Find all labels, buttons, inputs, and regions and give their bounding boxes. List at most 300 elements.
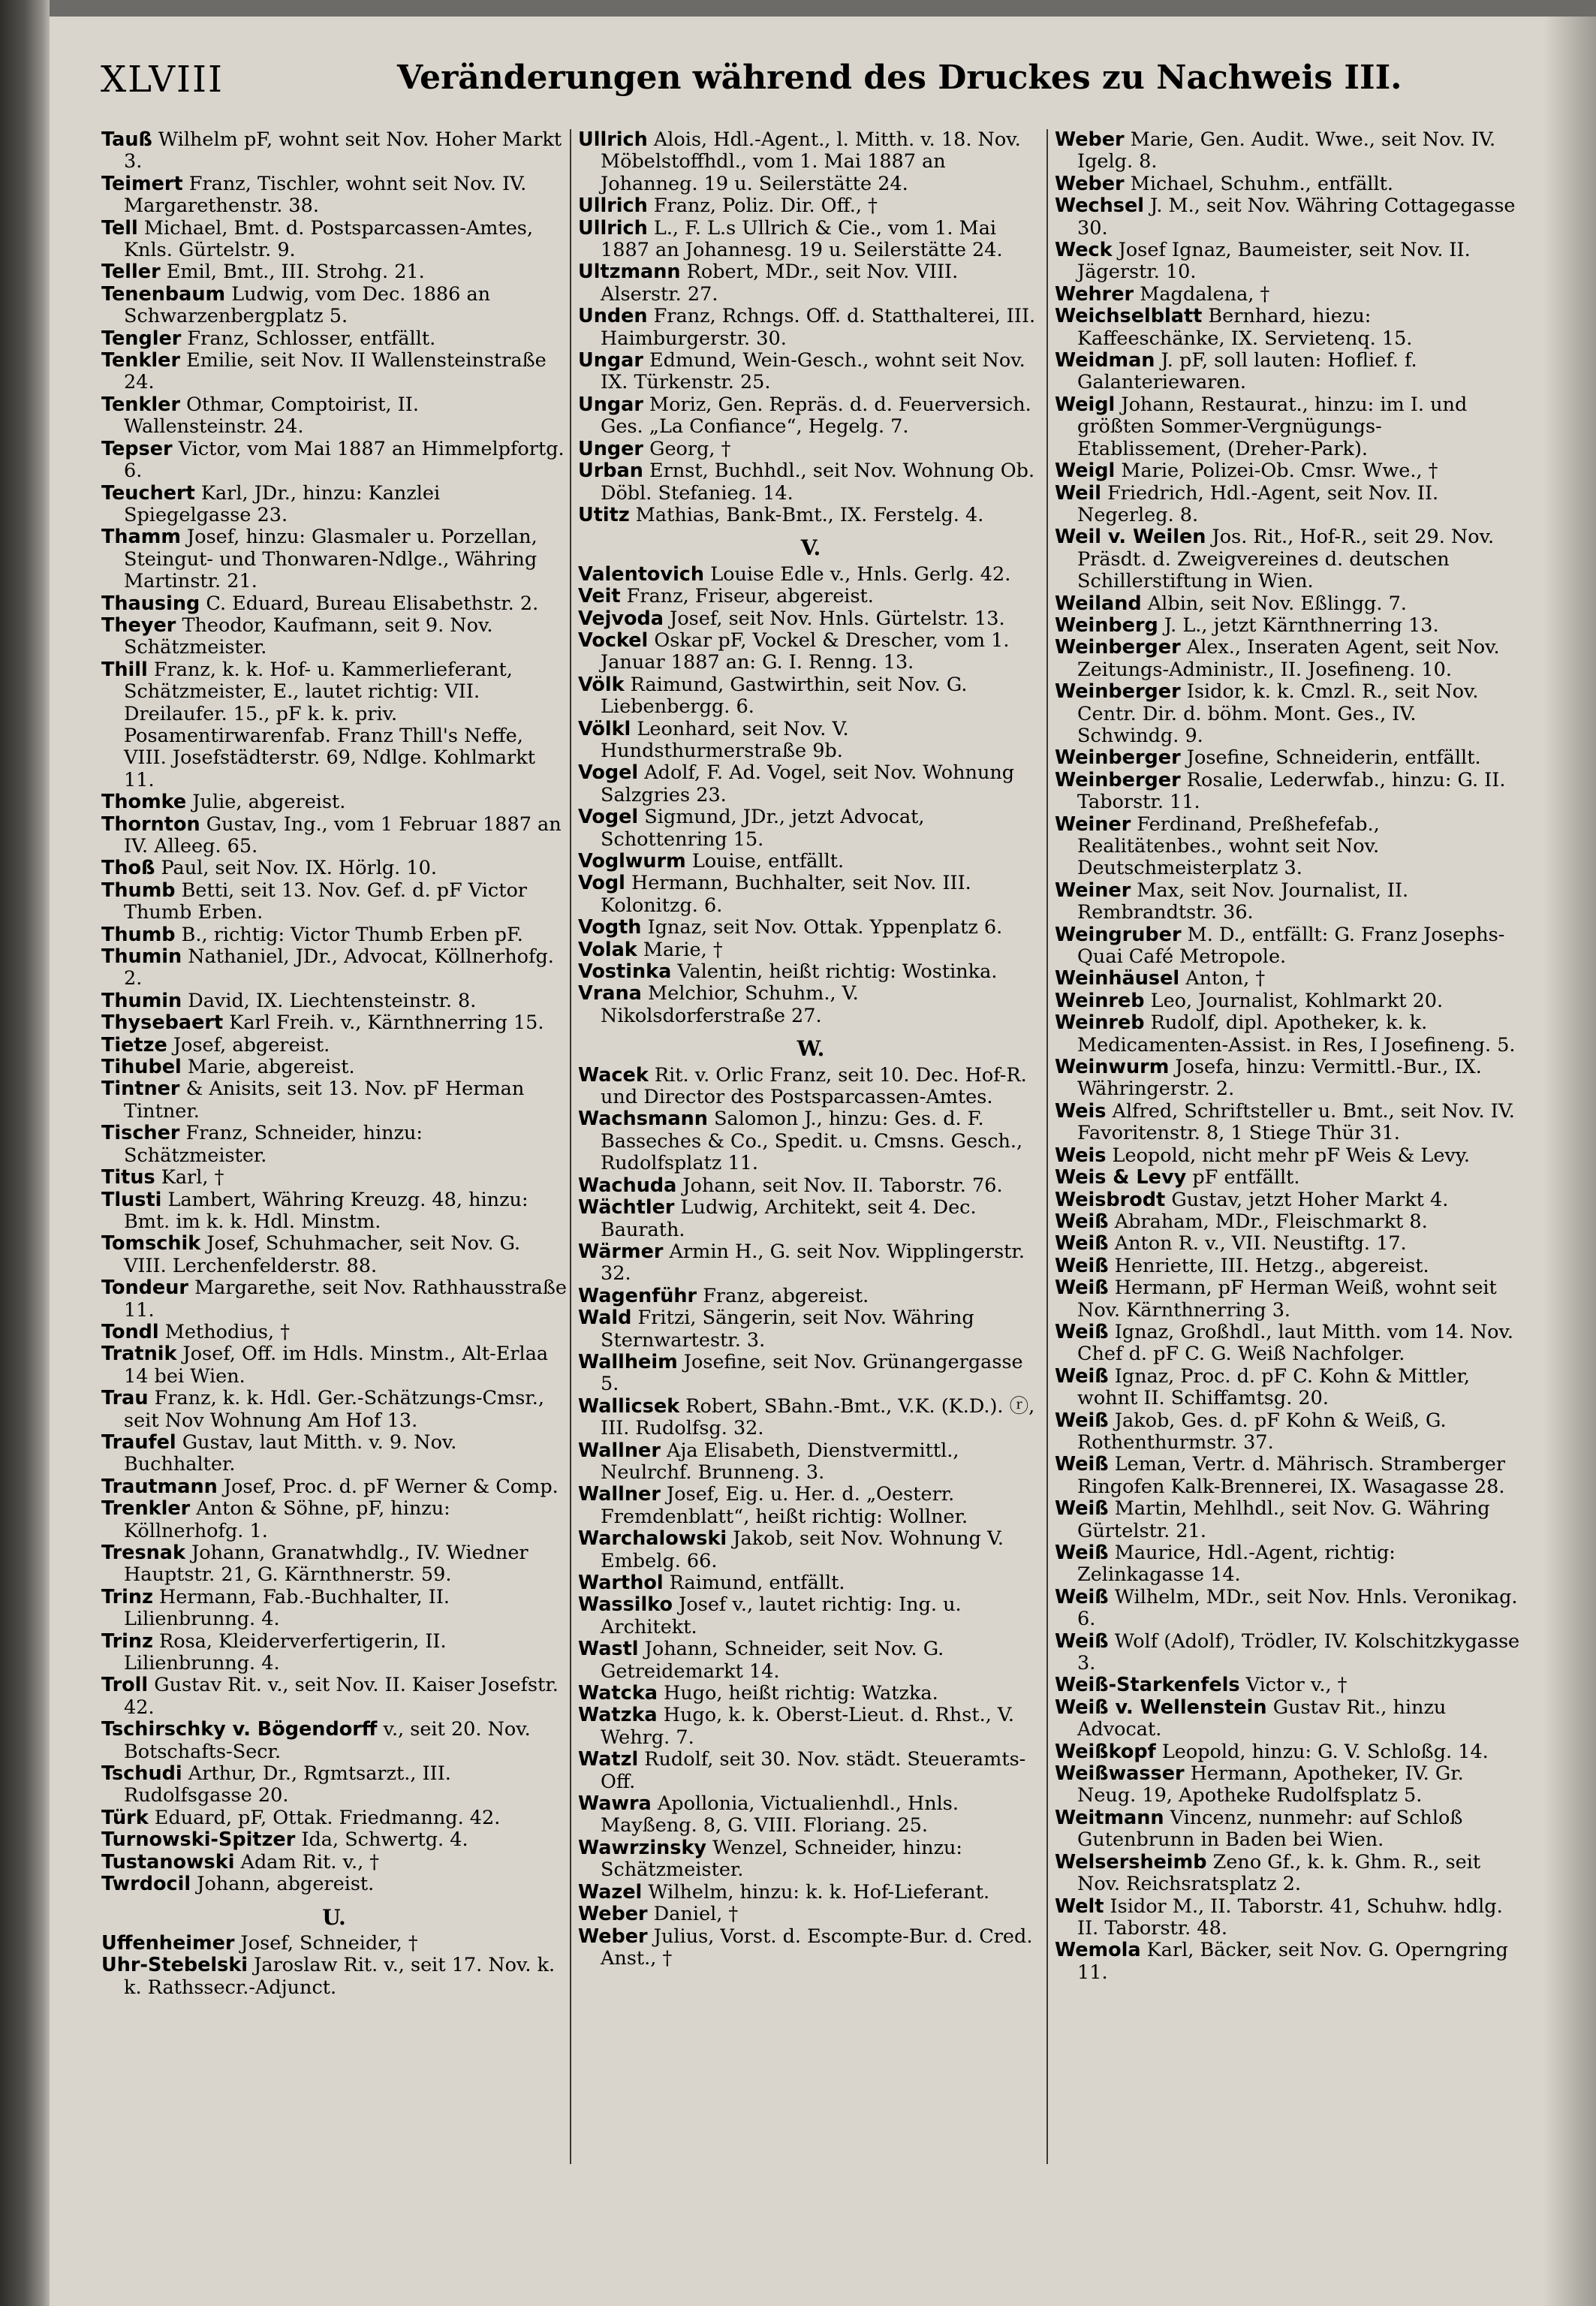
directory-entry — [1055, 681, 1520, 747]
entry-surname: Weil v. Weilen — [1055, 526, 1206, 549]
entry-details: Marie, Gen. Audit. Wwe., seit Nov. IV. Igelg. 8. — [1077, 128, 1496, 173]
entry-surname: Wärmer — [578, 1240, 664, 1263]
entry-details: Franz, abgereist. — [697, 1284, 869, 1307]
entry-surname: Teuchert — [101, 481, 195, 505]
directory-entry — [101, 990, 567, 1012]
entry-details: Eduard, pF, Ottak. Friedmanng. 42. — [148, 1806, 501, 1829]
section-letter: U. — [322, 1904, 346, 1930]
entry-details: Robert, SBahn.-Bmt., V.K. (K.D.). ⓡ, III. Rudolfsg. 32. — [601, 1394, 1035, 1440]
entry-details: Albin, seit Nov. Eßlingg. 7. — [1141, 592, 1407, 615]
directory-entry — [101, 1852, 567, 1873]
directory-entry — [578, 505, 1043, 526]
entry-surname: Welt — [1055, 1895, 1104, 1918]
entry-surname: Weber — [578, 1903, 648, 1926]
directory-entry — [101, 1829, 567, 1851]
entry-surname: Uhr-Stebelski — [101, 1954, 248, 1977]
entry-details: Franz, Schneider, hinzu: Schätzmeister. — [124, 1122, 423, 1167]
directory-entry — [1055, 394, 1520, 460]
directory-entry — [1055, 460, 1520, 482]
directory-entry — [1055, 1587, 1520, 1631]
entry-surname: Weisbrodt — [1055, 1188, 1166, 1211]
directory-entry — [1055, 195, 1520, 240]
directory-entry — [1055, 173, 1520, 195]
entry-details: J. pF, soll lauten: Hoflief. f. Galanteriewaren. — [1077, 349, 1417, 394]
entry-details: Wenzel, Schneider, hinzu: Schätzmeister. — [601, 1836, 963, 1882]
entry-surname: Wald — [578, 1307, 632, 1330]
entry-details: Karl, Bäcker, seit Nov. G. Operngring 11. — [1077, 1939, 1508, 1984]
directory-entry — [101, 526, 567, 592]
entry-details: Adolf, F. Ad. Vogel, seit Nov. Wohnung Salzgries 23. — [601, 761, 1015, 806]
entry-surname: Weinberg — [1055, 613, 1158, 637]
entry-surname: Weiß — [1055, 1409, 1109, 1432]
section-letter: V. — [800, 535, 821, 561]
directory-entry — [101, 1123, 567, 1167]
entry-surname: Weinwurm — [1055, 1056, 1170, 1079]
entry-surname: Voglwurm — [578, 850, 686, 873]
entry-surname: Vogel — [578, 806, 639, 829]
entry-surname: Tihubel — [101, 1056, 182, 1079]
entry-surname: Thausing — [101, 592, 200, 615]
directory-entry — [101, 439, 567, 483]
directory-entry — [1055, 968, 1520, 990]
entry-details: Karl, JDr., hinzu: Kanzlei Spiegelgasse 23. — [124, 481, 441, 526]
directory-entry — [578, 1241, 1043, 1286]
entry-surname: Weiß — [1055, 1542, 1109, 1564]
entry-details: Marie, Polizei-Ob. Cmsr. Wwe., † — [1115, 460, 1438, 483]
directory-entry — [101, 218, 567, 262]
entry-surname: Weißwasser — [1055, 1762, 1185, 1786]
entry-details: Leopold, nicht mehr pF Weis & Levy. — [1106, 1144, 1470, 1167]
directory-entry — [1055, 1410, 1520, 1454]
entry-surname: Völkl — [578, 717, 631, 740]
directory-entry — [1055, 306, 1520, 350]
entry-surname: Weinreb — [1055, 1011, 1145, 1035]
entry-details: Hermann, Buchhalter, seit Nov. III. Kolonitzg. 6. — [601, 872, 971, 917]
directory-entry — [101, 350, 567, 394]
column-1 — [101, 129, 567, 1999]
entry-surname: Wallner — [578, 1483, 661, 1506]
directory-entry — [101, 1807, 567, 1829]
directory-entry — [101, 1933, 567, 1955]
directory-entry — [1055, 1542, 1520, 1587]
directory-entry — [1055, 1454, 1520, 1498]
directory-entry — [1055, 1852, 1520, 1896]
directory-entry — [578, 1705, 1043, 1749]
entry-surname: Titus — [101, 1166, 155, 1189]
entry-details: Henriette, III. Hetzg., abgereist. — [1108, 1254, 1429, 1277]
directory-entry — [578, 1528, 1043, 1572]
entry-details: Rit. v. Orlic Franz, seit 10. Dec. Hof-R. und Director des Postsparcassen-Amtes. — [601, 1063, 1027, 1109]
section-letter: W. — [796, 1036, 825, 1062]
entry-details: L., F. L.s Ullrich & Cie., vom 1. Mai 1887 an Johannesg. 19 u. Seilerstätte 24. — [601, 216, 1003, 262]
entry-details: Franz, Schlosser, entfällt. — [181, 327, 436, 350]
directory-entry — [578, 762, 1043, 806]
entry-surname: Weiß — [1055, 1210, 1109, 1233]
directory-entry — [101, 173, 567, 218]
entry-details: Robert, MDr., seit Nov. VIII. Alserstr. 27. — [601, 261, 959, 306]
directory-entry — [578, 1904, 1043, 1925]
directory-entry — [101, 1057, 567, 1078]
entry-details: Marie, abgereist. — [181, 1056, 355, 1079]
directory-entry — [101, 284, 567, 328]
entry-surname: Tratnik — [101, 1343, 177, 1366]
column-2 — [578, 129, 1043, 1970]
entry-surname: Weiß v. Wellenstein — [1055, 1696, 1267, 1719]
entry-details: Marie, † — [637, 938, 723, 961]
entry-surname: Ullrich — [578, 128, 648, 151]
entry-surname: Weis — [1055, 1099, 1107, 1123]
directory-entry — [1055, 1057, 1520, 1101]
directory-entry — [578, 983, 1043, 1027]
directory-entry — [1055, 1366, 1520, 1410]
entry-details: Salomon J., hinzu: Ges. d. F. Basseches & Co., Spedit. u. Cmsns. Gesch., Rudolfsplatz 11. — [601, 1108, 1023, 1175]
entry-details: C. Eduard, Bureau Elisabethstr. 2. — [200, 592, 539, 615]
entry-surname: Weiß — [1055, 1254, 1109, 1277]
entry-surname: Wehrer — [1055, 282, 1134, 306]
entry-surname: Weil — [1055, 481, 1101, 505]
entry-surname: Thumb — [101, 879, 176, 902]
entry-details: Josef, Proc. d. pF Werner & Comp. — [217, 1475, 559, 1498]
entry-surname: Tschudi — [101, 1762, 182, 1786]
directory-entry — [1055, 1807, 1520, 1852]
directory-entry — [578, 873, 1043, 917]
entry-details: Oskar pF, Vockel & Drescher, vom 1. Januar 1887 an: G. I. Renng. 13. — [601, 628, 1010, 674]
entry-surname: Weinhäusel — [1055, 967, 1180, 990]
directory-entry — [578, 1396, 1043, 1440]
entry-details: Anton, † — [1179, 967, 1266, 990]
entry-details: Fritzi, Sängerin, seit Nov. Währing Sternwartestr. 3. — [601, 1307, 974, 1352]
directory-entry — [1055, 1322, 1520, 1366]
entry-surname: Watzka — [578, 1704, 658, 1727]
entry-surname: Weiß — [1055, 1453, 1109, 1476]
entry-details: Bernhard, hiezu: Kaffeeschänke, IX. Servietenq. 15. — [1077, 305, 1413, 350]
directory-entry — [1055, 129, 1520, 173]
entry-surname: Wachuda — [578, 1174, 677, 1197]
entry-surname: Wastl — [578, 1638, 639, 1661]
entry-surname: Thamm — [101, 526, 181, 549]
entry-details: Gustav, Ing., vom 1 Februar 1887 an IV. Alleeg. 65. — [124, 812, 562, 858]
directory-entry — [101, 1233, 567, 1277]
directory-entry — [578, 394, 1043, 439]
entry-details: B., richtig: Victor Thumb Erben pF. — [175, 923, 523, 946]
entry-surname: Wachsmann — [578, 1108, 708, 1131]
entry-details: Johann, Granatwhdlg., IV. Wiedner Hauptstr. 21, G. Kärnthnerstr. 59. — [124, 1542, 528, 1587]
entry-surname: Watzl — [578, 1748, 639, 1771]
entry-details: Josefa, hinzu: Vermittl.-Bur., IX. Währingerstr. 2. — [1077, 1056, 1482, 1101]
directory-entry — [578, 460, 1043, 505]
directory-entry — [1055, 1145, 1520, 1167]
entry-surname: Weiner — [1055, 812, 1131, 836]
entry-details: Gustav Rit. v., seit Nov. II. Kaiser Josefstr. 42. — [124, 1674, 559, 1719]
directory-entry — [1055, 814, 1520, 880]
entry-surname: Trinz — [101, 1629, 153, 1653]
directory-entry — [578, 1882, 1043, 1904]
entry-surname: Wallner — [578, 1439, 661, 1462]
entry-surname: Weiß — [1055, 1232, 1109, 1255]
directory-entry — [1055, 1012, 1520, 1057]
entry-details: J. L., jetzt Kärnthnerring 13. — [1158, 613, 1439, 637]
directory-entry — [578, 1484, 1043, 1528]
directory-entry — [578, 586, 1043, 607]
directory-entry — [101, 394, 567, 439]
entry-details: Wilhelm, MDr., seit Nov. Hnls. Veronikag. 6. — [1077, 1585, 1518, 1631]
entry-surname: Troll — [101, 1674, 149, 1697]
entry-details: Wilhelm, hinzu: k. k. Hof-Lieferant. — [642, 1880, 990, 1904]
directory-entry — [578, 439, 1043, 460]
directory-entry — [1055, 240, 1520, 284]
entry-details: Alfred, Schriftsteller u. Bmt., seit Nov. IV. Favoritenstr. 8, 1 Stiege Thür 31. — [1077, 1099, 1515, 1145]
entry-details: Julius, Vorst. d. Escompte-Bur. d. Cred. Anst., † — [601, 1925, 1033, 1970]
directory-entry — [101, 1322, 567, 1343]
entry-details: Maurice, Hdl.-Agent, richtig: Zelinkagasse 14. — [1077, 1542, 1396, 1587]
entry-surname: Tresnak — [101, 1542, 185, 1564]
directory-entry — [1055, 1101, 1520, 1145]
entry-details: Friedrich, Hdl.-Agent, seit Nov. II. Negerleg. 8. — [1077, 481, 1439, 526]
entry-details: Magdalena, † — [1134, 282, 1270, 306]
directory-entry — [101, 1388, 567, 1432]
entry-surname: Tischer — [101, 1122, 180, 1145]
entry-details: Johann, seit Nov. II. Taborstr. 76. — [676, 1174, 1003, 1197]
entry-surname: Wawra — [578, 1792, 652, 1816]
directory-entry — [101, 261, 567, 283]
directory-entry — [578, 917, 1043, 939]
entry-surname: Twrdocil — [101, 1873, 191, 1896]
entry-surname: Wächtler — [578, 1196, 675, 1219]
entry-surname: Vogl — [578, 872, 625, 895]
entry-details: Jakob, Ges. d. pF Kohn & Weiß, G. Rothenthurmstr. 37. — [1077, 1409, 1447, 1454]
directory-entry — [101, 1078, 567, 1123]
entry-details: Anton & Söhne, pF, hinzu: Köllnerhofg. 1. — [124, 1497, 450, 1542]
entry-details: Hugo, k. k. Oberst-Lieut. d. Rhst., V. Wehrg. 7. — [601, 1704, 1014, 1749]
entry-surname: Veit — [578, 585, 621, 608]
directory-entry — [101, 1277, 567, 1322]
entry-details: Josef, Eig. u. Her. d. „Oesterr. Fremdenblatt“, heißt richtig: Wollner. — [601, 1483, 968, 1528]
entry-details: Ferdinand, Preßhefefab., Realitätenbes., wohnt seit Nov. Deutschmeisterplatz 3. — [1077, 812, 1380, 880]
directory-entry — [1055, 1940, 1520, 1984]
directory-entry — [101, 791, 567, 813]
entry-surname: Tschirschky v. Bögendorff — [101, 1718, 378, 1741]
directory-entry — [578, 1594, 1043, 1638]
entry-details: Josef v., lautet richtig: Ing. u. Architekt. — [601, 1593, 962, 1638]
directory-entry — [101, 924, 567, 946]
entry-details: Gustav, jetzt Hoher Markt 4. — [1165, 1188, 1449, 1211]
entry-details: Paul, seit Nov. IX. Hörlg. 10. — [155, 857, 437, 880]
directory-entry — [578, 674, 1043, 719]
entry-surname: Weiß — [1055, 1497, 1109, 1521]
entry-details: Isidor, k. k. Cmzl. R., seit Nov. Centr. Dir. d. böhm. Mont. Ges., IV. Schwindg. 9. — [1077, 680, 1479, 747]
entry-surname: Welsersheimb — [1055, 1850, 1207, 1873]
entry-surname: Vogth — [578, 916, 642, 939]
page-edge-shadow — [1543, 17, 1596, 2306]
entry-details: Leo, Journalist, Kohlmarkt 20. — [1144, 989, 1444, 1012]
directory-entry — [1055, 1697, 1520, 1741]
entry-details: Victor, vom Mai 1887 an Himmelpfortg. 6. — [124, 437, 565, 483]
entry-details: Wolf (Adolf), Trödler, IV. Kolschitzkygasse 3. — [1077, 1629, 1520, 1675]
entry-surname: Weichselblatt — [1055, 305, 1203, 328]
entry-surname: Weber — [1055, 172, 1125, 195]
entry-surname: Vogel — [578, 761, 639, 785]
directory-entry — [578, 1926, 1043, 1970]
directory-entry — [1055, 1896, 1520, 1940]
directory-entry — [1055, 593, 1520, 615]
entry-surname: Thomke — [101, 791, 187, 814]
entry-surname: Wechsel — [1055, 194, 1144, 218]
directory-entry — [101, 328, 567, 350]
entry-details: Josef, Schneider, † — [234, 1931, 418, 1955]
entry-surname: Weinberger — [1055, 768, 1181, 791]
entry-details: pF entfällt. — [1186, 1166, 1300, 1189]
directory-entry — [101, 1012, 567, 1034]
entry-details: Michael, Schuhm., entfällt. — [1124, 172, 1393, 195]
entry-details: Max, seit Nov. Journalist, II. Rembrandtstr. 36. — [1077, 879, 1409, 924]
directory-entry — [1055, 990, 1520, 1012]
directory-entry — [578, 608, 1043, 630]
directory-entry — [578, 1307, 1043, 1352]
entry-details: Karl, † — [155, 1166, 224, 1189]
entry-surname: Weiß — [1055, 1585, 1109, 1608]
entry-surname: Wawrzinsky — [578, 1836, 707, 1859]
page-folio: XLVIII — [101, 59, 224, 101]
entry-details: Daniel, † — [647, 1903, 739, 1926]
entry-details: Josef, seit Nov. Hnls. Gürtelstr. 13. — [663, 607, 1005, 630]
entry-details: Rosa, Kleiderverfertigerin, II. Lilienbrunng. 4. — [124, 1629, 447, 1675]
directory-entry — [578, 1440, 1043, 1485]
entry-surname: Warchalowski — [578, 1527, 727, 1551]
entry-surname: Tepser — [101, 437, 173, 460]
entry-surname: Utitz — [578, 503, 630, 526]
entry-details: Josefine, Schneiderin, entfällt. — [1180, 746, 1481, 770]
directory-entry — [1055, 1255, 1520, 1277]
entry-details: Martin, Mehlhdl., seit Nov. G. Währing Gürtelstr. 21. — [1077, 1497, 1490, 1542]
entry-details: Methodius, † — [158, 1320, 290, 1343]
entry-surname: Weidman — [1055, 349, 1155, 372]
entry-details: Alois, Hdl.-Agent., l. Mitth. v. 18. Nov. Möbelstoffhdl., vom 1. Mai 1887 an Johanneg. 19 u. Seilerstätte 24. — [601, 128, 1021, 195]
directory-entry — [101, 1587, 567, 1631]
entry-surname: Teimert — [101, 172, 183, 195]
directory-entry — [1055, 483, 1520, 527]
entry-details: Josef, Schuhmacher, seit Nov. G. VIII. Lerchenfelderstr. 88. — [124, 1232, 521, 1277]
directory-entry — [1055, 526, 1520, 592]
entry-details: Josef, hinzu: Glasmaler u. Porzellan, Steingut- und Thonwaren-Ndlge., Währing Martinstr. 21. — [124, 526, 538, 593]
directory-entry — [578, 939, 1043, 961]
entry-details: M. D., entfällt: G. Franz Josephs-Quai Café Metropole. — [1077, 923, 1505, 969]
entry-details: Nathaniel, JDr., Advocat, Köllnerhofg. 2. — [124, 945, 554, 990]
entry-surname: Weiß-Starkenfels — [1055, 1674, 1240, 1697]
entry-details: Moriz, Gen. Repräs. d. d. Feuerversich. Ges. „La Confiance“, Hegelg. 7. — [601, 393, 1031, 439]
entry-details: v., seit 20. Nov. Botschafts-Secr. — [124, 1718, 531, 1763]
entry-details: Ignaz, seit Nov. Ottak. Yppenplatz 6. — [641, 916, 1003, 939]
entry-surname: Völk — [578, 673, 625, 696]
entry-details: Margarethe, seit Nov. Rathhausstraße 11. — [124, 1277, 567, 1322]
entry-surname: Wagenführ — [578, 1284, 697, 1307]
directory-entry — [1055, 880, 1520, 924]
entry-details: Josef, abgereist. — [167, 1033, 330, 1057]
entry-details: Josef, Off. im Hdls. Minstm., Alt-Erlaa 14 bei Wien. — [124, 1343, 549, 1388]
entry-surname: Weis & Levy — [1055, 1166, 1187, 1189]
directory-entry — [101, 1674, 567, 1719]
entry-details: Emil, Bmt., III. Strohg. 21. — [160, 261, 425, 284]
directory-entry — [1055, 1167, 1520, 1189]
entry-details: Jakob, seit Nov. Wohnung V. Embelg. 66. — [601, 1527, 1004, 1572]
directory-entry — [578, 1572, 1043, 1594]
directory-entry — [101, 1763, 567, 1807]
entry-details: Ernst, Buchhdl., seit Nov. Wohnung Ob. Döbl. Stefanieg. 14. — [601, 460, 1035, 505]
entry-surname: Trinz — [101, 1585, 153, 1608]
directory-entry — [578, 1638, 1043, 1683]
entry-details: Aja Elisabeth, Dienstvermittl., Neulrchf. Brunneng. 3. — [601, 1439, 959, 1484]
directory-entry — [101, 1476, 567, 1498]
entry-surname: Weiner — [1055, 879, 1131, 902]
entry-details: Isidor M., II. Taborstr. 41, Schuhw. hdlg. II. Taborstr. 48. — [1077, 1895, 1503, 1940]
entry-details: Abraham, MDr., Fleischmarkt 8. — [1108, 1210, 1428, 1233]
entry-surname: Tietze — [101, 1033, 167, 1057]
directory-entry — [101, 1167, 567, 1189]
entry-details: Lambert, Währing Kreuzg. 48, hinzu: Bmt. im k. k. Hdl. Minstm. — [124, 1188, 528, 1233]
directory-entry — [101, 1498, 567, 1542]
entry-details: Arthur, Dr., Rgmtsarzt., III. Rudolfsgasse 20. — [124, 1762, 451, 1807]
entry-details: Theodor, Kaufmann, seit 9. Nov. Schätzmeister. — [124, 613, 493, 659]
directory-entry — [101, 1955, 567, 1999]
entry-surname: Türk — [101, 1806, 149, 1829]
entry-details: Anton R. v., VII. Neustiftg. 17. — [1108, 1232, 1407, 1255]
entry-surname: Weingruber — [1055, 923, 1182, 946]
entry-details: Jos. Rit., Hof-R., seit 29. Nov. Präsdt. d. Zweigvereines d. deutschen Schillerstiftung in Wien. — [1077, 526, 1495, 593]
entry-surname: Tomschik — [101, 1232, 201, 1255]
entry-details: Sigmund, JDr., jetzt Advocat, Schottenring 15. — [601, 806, 925, 851]
directory-entry — [578, 851, 1043, 873]
entry-surname: Turnowski-Spitzer — [101, 1828, 296, 1852]
entry-surname: Wassilko — [578, 1593, 673, 1617]
entry-surname: Ullrich — [578, 216, 648, 240]
entry-surname: Teller — [101, 261, 161, 284]
entry-surname: Wallheim — [578, 1350, 678, 1373]
entry-surname: Tenenbaum — [101, 282, 226, 306]
entry-details: Ida, Schwertg. 4. — [295, 1828, 468, 1852]
directory-entry — [1055, 924, 1520, 969]
entry-details: Mathias, Bank-Bmt., IX. Ferstelg. 4. — [629, 503, 984, 526]
entry-details: Franz, Poliz. Dir. Off., † — [647, 194, 878, 218]
entry-surname: Thumb — [101, 923, 176, 946]
entry-details: Zeno Gf., k. k. Ghm. R., seit Nov. Reichsratsplatz 2. — [1077, 1850, 1481, 1896]
entry-details: Vincenz, nunmehr: auf Schloß Gutenbrunn in Baden bei Wien. — [1077, 1806, 1463, 1852]
entry-details: J. M., seit Nov. Währing Cottagegasse 30. — [1077, 194, 1516, 240]
entry-details: Raimund, entfällt. — [663, 1572, 845, 1594]
entry-surname: Tondeur — [101, 1277, 188, 1300]
entry-surname: Weiland — [1055, 592, 1142, 615]
directory-entry — [1055, 747, 1520, 769]
directory-entry — [578, 1683, 1043, 1705]
directory-entry — [1055, 615, 1520, 637]
entry-details: Hermann, pF Herman Weiß, wohnt seit Nov. Kärnthnerring 3. — [1077, 1277, 1497, 1322]
entry-details: Victor v., † — [1239, 1674, 1348, 1697]
directory-entry — [101, 880, 567, 924]
entry-surname: Tengler — [101, 327, 182, 350]
directory-entry — [1055, 1763, 1520, 1807]
directory-entry — [101, 1542, 567, 1587]
entry-surname: Weigl — [1055, 393, 1116, 416]
entry-surname: Trautmann — [101, 1475, 218, 1498]
directory-entry — [101, 593, 567, 615]
directory-entry — [101, 1035, 567, 1057]
entry-details: & Anisits, seit 13. Nov. pF Herman Tintner. — [124, 1078, 525, 1123]
directory-entry — [578, 1837, 1043, 1882]
entry-surname: Tlusti — [101, 1188, 162, 1211]
entry-surname: Thumin — [101, 945, 182, 969]
directory-entry — [578, 129, 1043, 195]
directory-entry — [578, 350, 1043, 394]
directory-entry — [1055, 1189, 1520, 1211]
directory-entry — [101, 1631, 567, 1675]
